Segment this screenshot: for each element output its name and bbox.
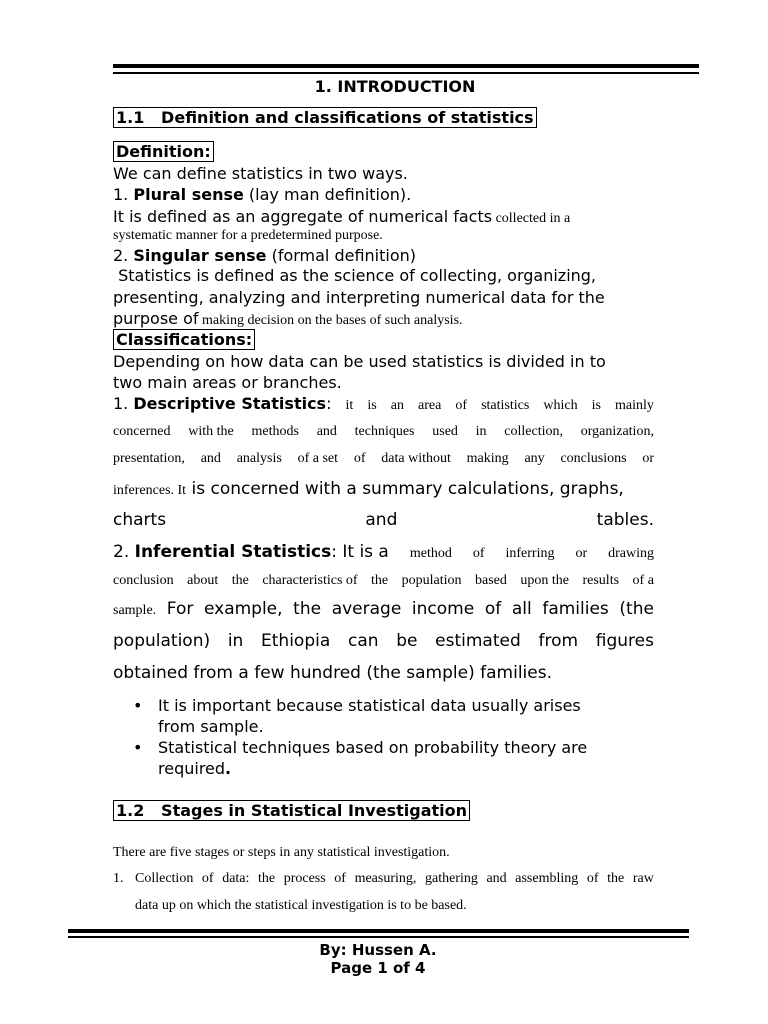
stages-word: of: [201, 871, 214, 886]
stages-word: assembling: [515, 871, 579, 886]
descriptive-word: making: [466, 451, 509, 466]
descriptive-word: mainly: [615, 398, 654, 413]
bullet-text: required: [158, 759, 226, 778]
singular-line3-serif: making decision on the bases of such analysis.: [198, 313, 463, 328]
inferential-word: sample.: [113, 603, 157, 618]
plural-sense-heading: [113, 185, 411, 204]
descriptive-word: area: [418, 398, 442, 413]
descriptive-line3: [113, 451, 654, 467]
stages-word: measuring,: [354, 871, 417, 886]
stages-word: data:: [222, 871, 250, 886]
bullet-item-line2: [158, 759, 231, 778]
inferential-word: results: [582, 573, 620, 588]
inferential-word: (the: [619, 599, 654, 619]
stages-word: the: [258, 871, 276, 886]
inferential-word: inferring: [505, 546, 555, 561]
descriptive-label: Descriptive Statistics: [133, 394, 327, 413]
singular-definition-line3: [113, 309, 463, 329]
descriptive-line4: [113, 479, 624, 499]
descriptive-word: of a set: [297, 451, 339, 466]
descriptive-word: of: [353, 451, 366, 466]
inferential-word: income: [411, 599, 475, 619]
bullet-item-line2: from sample.: [158, 717, 264, 736]
top-rule-thin: [113, 72, 699, 74]
section-heading-1-2: 1.2 Stages in Statistical Investigation: [113, 800, 470, 821]
stages-item-number: 1.: [113, 871, 124, 886]
singular-definition-line2: presenting, analyzing and interpreting numerical data for the: [113, 288, 605, 307]
footer-rule-thick: [68, 929, 689, 933]
top-rule-thick: [113, 64, 699, 68]
inferential-word: the: [231, 573, 249, 588]
descriptive-word: is: [367, 398, 377, 413]
inferential-word: of: [472, 546, 485, 561]
footer-author: By: Hussen A.: [319, 941, 437, 959]
inferential-word: average: [331, 599, 402, 619]
descriptive-word: concerned: [113, 424, 171, 439]
stages-word: gathering: [424, 871, 478, 886]
descriptive-word: conclusions: [560, 451, 627, 466]
inferential-rest: : It is a: [331, 542, 389, 562]
inferential-word: conclusion: [113, 573, 174, 588]
inferential-word: the: [371, 573, 389, 588]
classifications-intro-line1: Depending on how data can be used statistics is divided in to: [113, 352, 606, 371]
page-title: 1. INTRODUCTION: [314, 77, 476, 96]
inferential-word: For: [166, 599, 194, 619]
descriptive-word: used: [432, 424, 458, 439]
inferential-word: method: [409, 546, 452, 561]
singular-num: 2.: [113, 246, 134, 265]
descriptive-line1: [113, 394, 654, 414]
descriptive-word: and: [316, 424, 337, 439]
stages-word: of: [586, 871, 599, 886]
descriptive-word: data without: [381, 451, 451, 466]
inferential-word: the: [293, 599, 322, 619]
stages-word: the: [607, 871, 625, 886]
plural-text-sans: It is defined as an aggregate of numerical facts: [113, 207, 493, 226]
stages-word: of: [334, 871, 346, 886]
descriptive-word: tables.: [596, 510, 654, 530]
section-heading-1-1: 1.1 Definition and classifications of statistics: [113, 107, 537, 128]
descriptive-word: is: [591, 398, 601, 413]
inferential-num: 2.: [113, 542, 135, 562]
singular-line3-sans: purpose of: [113, 309, 199, 328]
inferential-word: of a: [632, 573, 654, 588]
bullet-dot-icon: •: [133, 738, 143, 757]
stages-item-line2: data up on which the statistical investigation is to be based.: [135, 898, 467, 913]
bullet-item-line1: It is important because statistical data usually arises: [158, 696, 581, 715]
plural-label: Plural sense: [133, 185, 244, 204]
classifications-intro-line2: two main areas or branches.: [113, 373, 342, 392]
plural-text-serif: collected in a: [492, 211, 571, 226]
inferential-word: upon the: [520, 573, 569, 588]
descriptive-word: presentation,: [113, 451, 185, 466]
descriptive-word: analysis: [236, 451, 282, 466]
plural-rest: (lay man definition).: [243, 185, 412, 204]
definition-intro: We can define statistics in two ways.: [113, 164, 408, 183]
inferential-word: population: [401, 573, 462, 588]
inferential-line1: [113, 542, 654, 562]
singular-rest: (formal definition): [266, 246, 417, 265]
footer-page-number: Page 1 of 4: [330, 959, 426, 977]
stages-item-line1: [135, 871, 654, 887]
inferential-word: families: [542, 599, 609, 619]
inferential-word: can: [347, 631, 379, 651]
classifications-label: Classifications:: [113, 329, 255, 350]
descriptive-word: an: [390, 398, 404, 413]
singular-sense-heading: [113, 246, 416, 265]
inferential-word: all: [511, 599, 532, 619]
singular-label: Singular sense: [133, 246, 267, 265]
descriptive-line2: [113, 424, 654, 440]
footer-rule-thin: [68, 936, 689, 938]
bullet-item-line1: Statistical techniques based on probability theory are: [158, 738, 588, 757]
descriptive-word: any: [524, 451, 545, 466]
stages-intro: There are five stages or steps in any statistical investigation.: [113, 845, 450, 860]
inferential-word: estimated: [435, 631, 521, 651]
descriptive-word: with the: [188, 424, 234, 439]
descriptive-word: and: [365, 510, 398, 530]
inferential-word: characteristics of: [262, 573, 358, 588]
definition-label: Definition:: [113, 141, 214, 162]
bullet-period: .: [225, 759, 232, 778]
descriptive-word: methods: [251, 424, 299, 439]
descriptive-word: and: [200, 451, 221, 466]
stages-word: process: [283, 871, 326, 886]
descriptive-num: 1.: [113, 394, 134, 413]
plural-num: 1.: [113, 185, 134, 204]
descriptive-word: statistics: [481, 398, 530, 413]
descriptive-word: which: [543, 398, 578, 413]
bullet-dot-icon: •: [133, 696, 143, 715]
descriptive-word: collection,: [504, 424, 563, 439]
inferential-word: from: [538, 631, 579, 651]
descriptive-word: organization,: [580, 424, 654, 439]
descriptive-word: or: [642, 451, 654, 466]
descriptive-line4-serif: inferences. It: [113, 483, 187, 498]
inferential-word: in: [227, 631, 244, 651]
inferential-word: of: [484, 599, 502, 619]
descriptive-line5: [113, 510, 654, 530]
inferential-heading: [113, 542, 389, 562]
stages-word: and: [486, 871, 507, 886]
descriptive-colon: :: [326, 394, 332, 413]
inferential-word: population): [113, 631, 211, 651]
inferential-word: example,: [203, 599, 283, 619]
stages-word: Collection: [135, 871, 194, 886]
stages-word: raw: [632, 871, 654, 886]
inferential-word: drawing: [608, 546, 654, 561]
plural-definition-line1: [113, 207, 570, 227]
descriptive-word: techniques: [354, 424, 415, 439]
descriptive-word: in: [475, 424, 487, 439]
descriptive-line4-sans: is concerned with a summary calculations, graphs,: [186, 479, 624, 499]
inferential-label: Inferential Statistics: [134, 542, 332, 562]
inferential-line5: obtained from a few hundred (the sample) families.: [113, 663, 552, 683]
inferential-word: figures: [595, 631, 654, 651]
inferential-line4: [113, 631, 654, 651]
inferential-word: based: [475, 573, 507, 588]
descriptive-word: charts: [113, 510, 167, 530]
inferential-word: Ethiopia: [261, 631, 331, 651]
descriptive-heading: [113, 394, 331, 413]
plural-definition-line2: systematic manner for a predetermined purpose.: [113, 228, 383, 243]
inferential-line3: [113, 599, 654, 619]
descriptive-word: of: [455, 398, 468, 413]
inferential-word: or: [575, 546, 588, 561]
inferential-line2: [113, 573, 654, 589]
inferential-word: be: [396, 631, 418, 651]
descriptive-word: it: [345, 398, 354, 413]
inferential-word: about: [187, 573, 219, 588]
singular-definition-line1: Statistics is defined as the science of collecting, organizing,: [113, 266, 597, 285]
